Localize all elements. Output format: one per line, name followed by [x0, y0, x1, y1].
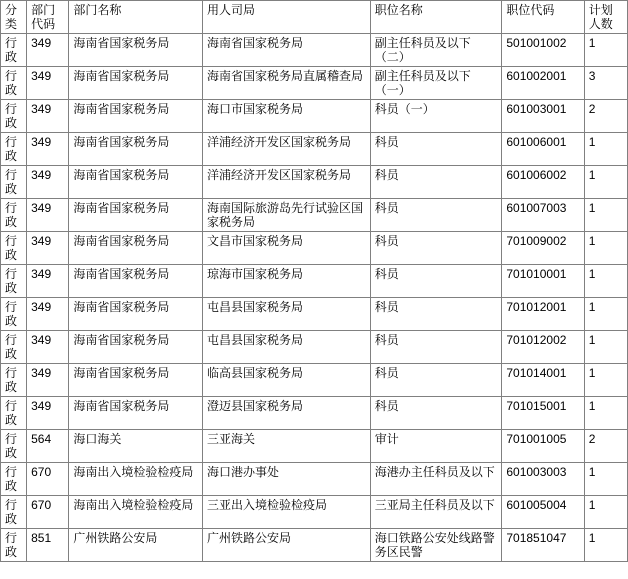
cell-position-name: 副主任科员及以下（二） [370, 34, 502, 67]
cell-employing-bureau: 屯昌县国家税务局 [202, 331, 370, 364]
cell-dept-name: 海南出入境检验检疫局 [69, 463, 203, 496]
cell-position-name: 科员 [370, 199, 502, 232]
cell-dept-code: 349 [27, 67, 69, 100]
cell-planned-headcount: 1 [584, 529, 627, 562]
cell-planned-headcount: 1 [584, 34, 627, 67]
cell-position-code: 701014001 [502, 364, 584, 397]
table-row [1, 199, 628, 232]
cell-employing-bureau: 屯昌县国家税务局 [202, 298, 370, 331]
cell-planned-headcount: 1 [584, 463, 627, 496]
cell-position-name: 科员 [370, 232, 502, 265]
cell-position-code: 601007003 [502, 199, 584, 232]
header-dept-code: 部门代码 [27, 1, 69, 34]
cell-position-name: 海港办主任科员及以下 [370, 463, 502, 496]
cell-dept-name: 海南省国家税务局 [69, 298, 203, 331]
cell-position-name: 科员 [370, 331, 502, 364]
cell-employing-bureau: 澄迈县国家税务局 [202, 397, 370, 430]
cell-planned-headcount: 3 [584, 67, 627, 100]
cell-category: 行政 [1, 364, 27, 397]
cell-position-name: 科员 [370, 265, 502, 298]
cell-position-code: 501001002 [502, 34, 584, 67]
header-dept-name: 部门名称 [69, 1, 203, 34]
table-row [1, 232, 628, 265]
header-position-name: 职位名称 [370, 1, 502, 34]
cell-category: 行政 [1, 232, 27, 265]
cell-position-name: 科员 [370, 397, 502, 430]
cell-employing-bureau: 海南国际旅游岛先行试验区国家税务局 [202, 199, 370, 232]
cell-dept-code: 349 [27, 232, 69, 265]
cell-category: 行政 [1, 265, 27, 298]
header-employing-bureau: 用人司局 [202, 1, 370, 34]
cell-planned-headcount: 1 [584, 364, 627, 397]
cell-position-code: 701010001 [502, 265, 584, 298]
table-row [1, 364, 628, 397]
cell-position-code: 701009002 [502, 232, 584, 265]
cell-dept-code: 349 [27, 166, 69, 199]
cell-position-code: 601006001 [502, 133, 584, 166]
cell-position-name: 科员 [370, 133, 502, 166]
cell-category: 行政 [1, 199, 27, 232]
table-row [1, 496, 628, 529]
cell-employing-bureau: 洋浦经济开发区国家税务局 [202, 166, 370, 199]
cell-employing-bureau: 海口市国家税务局 [202, 100, 370, 133]
cell-dept-code: 349 [27, 397, 69, 430]
cell-position-name: 科员 [370, 166, 502, 199]
header-planned-headcount: 计划人数 [584, 1, 627, 34]
table-row [1, 331, 628, 364]
cell-dept-name: 海南省国家税务局 [69, 100, 203, 133]
cell-planned-headcount: 2 [584, 100, 627, 133]
table-row [1, 463, 628, 496]
cell-employing-bureau: 三亚海关 [202, 430, 370, 463]
header-position-code: 职位代码 [502, 1, 584, 34]
cell-dept-name: 海南省国家税务局 [69, 397, 203, 430]
cell-employing-bureau: 琼海市国家税务局 [202, 265, 370, 298]
table-row [1, 430, 628, 463]
cell-employing-bureau: 三亚出入境检验检疫局 [202, 496, 370, 529]
cell-position-name: 科员 [370, 298, 502, 331]
cell-dept-code: 349 [27, 298, 69, 331]
cell-position-code: 701015001 [502, 397, 584, 430]
table-row [1, 34, 628, 67]
table-row [1, 133, 628, 166]
cell-dept-code: 349 [27, 133, 69, 166]
cell-dept-code: 851 [27, 529, 69, 562]
cell-dept-name: 海南省国家税务局 [69, 199, 203, 232]
cell-employing-bureau: 广州铁路公安局 [202, 529, 370, 562]
cell-category: 行政 [1, 133, 27, 166]
cell-dept-code: 349 [27, 331, 69, 364]
cell-dept-name: 海南省国家税务局 [69, 364, 203, 397]
cell-dept-name: 广州铁路公安局 [69, 529, 203, 562]
table-row [1, 67, 628, 100]
cell-category: 行政 [1, 298, 27, 331]
cell-position-name: 科员（一） [370, 100, 502, 133]
cell-category: 行政 [1, 100, 27, 133]
table-header [1, 1, 628, 34]
cell-employing-bureau: 临高县国家税务局 [202, 364, 370, 397]
cell-position-code: 701001005 [502, 430, 584, 463]
header-category: 分类 [1, 1, 27, 34]
cell-dept-code: 670 [27, 463, 69, 496]
cell-dept-name: 海南省国家税务局 [69, 133, 203, 166]
table-row [1, 298, 628, 331]
cell-dept-name: 海南出入境检验检疫局 [69, 496, 203, 529]
cell-dept-code: 349 [27, 34, 69, 67]
cell-planned-headcount: 1 [584, 232, 627, 265]
cell-category: 行政 [1, 496, 27, 529]
cell-category: 行政 [1, 529, 27, 562]
cell-category: 行政 [1, 397, 27, 430]
header-row [1, 1, 628, 34]
table-row [1, 265, 628, 298]
cell-dept-name: 海南省国家税务局 [69, 265, 203, 298]
table-row [1, 166, 628, 199]
cell-dept-name: 海口海关 [69, 430, 203, 463]
cell-employing-bureau: 海南省国家税务局 [202, 34, 370, 67]
cell-position-code: 601003001 [502, 100, 584, 133]
cell-planned-headcount: 1 [584, 166, 627, 199]
cell-position-name: 科员 [370, 364, 502, 397]
cell-dept-code: 670 [27, 496, 69, 529]
cell-employing-bureau: 海口港办事处 [202, 463, 370, 496]
cell-dept-code: 564 [27, 430, 69, 463]
cell-dept-name: 海南省国家税务局 [69, 34, 203, 67]
cell-position-name: 审计 [370, 430, 502, 463]
cell-dept-name: 海南省国家税务局 [69, 166, 203, 199]
cell-dept-code: 349 [27, 265, 69, 298]
table-body [1, 34, 628, 562]
cell-planned-headcount: 1 [584, 199, 627, 232]
cell-category: 行政 [1, 34, 27, 67]
cell-category: 行政 [1, 463, 27, 496]
cell-position-code: 601005004 [502, 496, 584, 529]
table-row [1, 529, 628, 562]
cell-dept-code: 349 [27, 199, 69, 232]
cell-planned-headcount: 2 [584, 430, 627, 463]
cell-planned-headcount: 1 [584, 133, 627, 166]
cell-planned-headcount: 1 [584, 298, 627, 331]
cell-dept-code: 349 [27, 100, 69, 133]
cell-position-code: 601002001 [502, 67, 584, 100]
cell-category: 行政 [1, 67, 27, 100]
cell-employing-bureau: 海南省国家税务局直属稽查局 [202, 67, 370, 100]
cell-dept-name: 海南省国家税务局 [69, 67, 203, 100]
cell-position-code: 601006002 [502, 166, 584, 199]
cell-category: 行政 [1, 166, 27, 199]
cell-position-name: 副主任科员及以下（一） [370, 67, 502, 100]
cell-position-code: 701851047 [502, 529, 584, 562]
cell-employing-bureau: 文昌市国家税务局 [202, 232, 370, 265]
cell-position-code: 701012002 [502, 331, 584, 364]
table-row [1, 100, 628, 133]
cell-category: 行政 [1, 430, 27, 463]
cell-employing-bureau: 洋浦经济开发区国家税务局 [202, 133, 370, 166]
cell-position-code: 601003003 [502, 463, 584, 496]
cell-planned-headcount: 1 [584, 496, 627, 529]
cell-dept-name: 海南省国家税务局 [69, 331, 203, 364]
cell-dept-name: 海南省国家税务局 [69, 232, 203, 265]
cell-planned-headcount: 1 [584, 397, 627, 430]
cell-dept-code: 349 [27, 364, 69, 397]
cell-planned-headcount: 1 [584, 265, 627, 298]
cell-position-name: 海口铁路公安处线路警务区民警 [370, 529, 502, 562]
table-row [1, 397, 628, 430]
cell-category: 行政 [1, 331, 27, 364]
cell-position-code: 701012001 [502, 298, 584, 331]
cell-planned-headcount: 1 [584, 331, 627, 364]
cell-position-name: 三亚局主任科员及以下 [370, 496, 502, 529]
